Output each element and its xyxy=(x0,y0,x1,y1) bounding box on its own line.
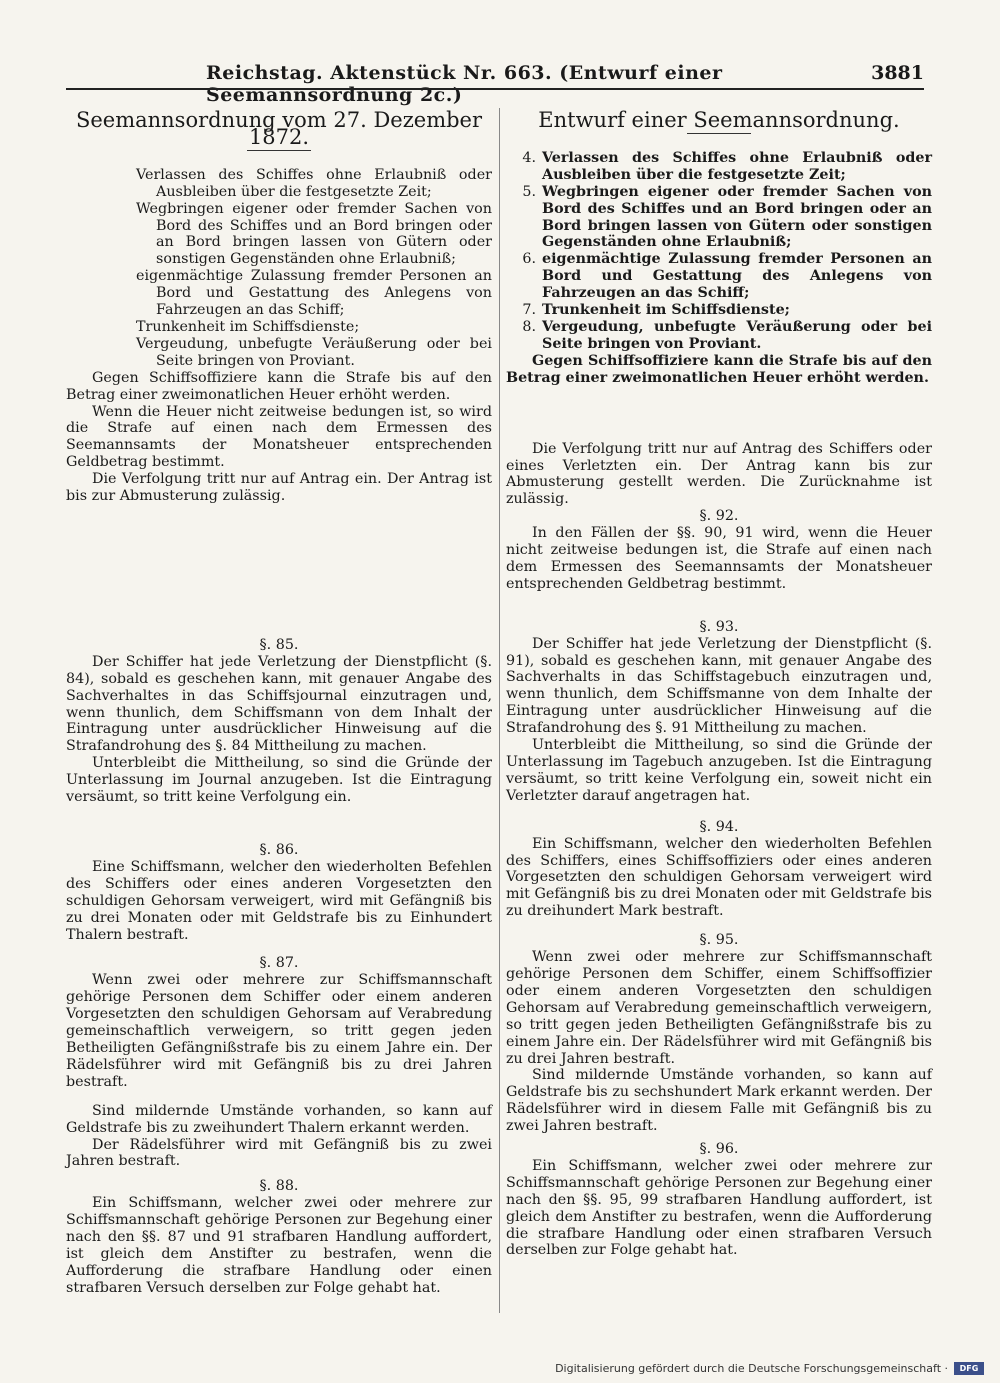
right-heading-rule xyxy=(687,133,751,134)
paragraph: Ein Schiffsmann, welcher zwei oder mehrere zur Schiffsmannschaft gehörige Personen zur Begehung einer nach den §§. 87 und 91 strafbaren Handlung auffordert, ist gleich dem Anstifter zu bestrafen, wenn die Aufforderung die strafbare Handlung oder einen strafbaren Versuch derselben zur Folge gehabt hat. xyxy=(66,1195,492,1296)
page-number: 3881 xyxy=(871,62,924,84)
list-item xyxy=(506,251,932,302)
item-text: Trunkenheit im Schiffsdienste; xyxy=(542,302,790,319)
paragraph: Wenn die Heuer nicht zeitweise bedungen ist, so wird die Strafe auf einen nach dem Ermessen des Seemannsamts der Monatsheuer entsprechenden Geldbetrag bestimmt. xyxy=(66,403,492,471)
section-heading: §. 86. xyxy=(259,842,299,858)
list-item xyxy=(506,319,932,353)
left-heading-rule xyxy=(247,150,311,151)
list-item: Wegbringen eigener oder fremder Sachen von Bord des Schiffes und an Bord bringen oder an Bord bringen lassen von Gütern oder sonstigen Gegenständen ohne Erlaubniß; xyxy=(136,200,492,268)
item-text: Wegbringen eigener oder fremder Sachen von Bord des Schiffes und an Bord bringen oder an Bord bringen lassen von Gütern oder sonstigen Gegenständen ohne Erlaubniß; xyxy=(542,183,932,251)
header-title: Reichstag. Aktenstück Nr. 663. (Entwurf einer Seemannsordnung 2c.) xyxy=(206,62,723,106)
list-item xyxy=(506,184,932,252)
column-divider xyxy=(499,108,500,1313)
section-heading: §. 94. xyxy=(699,818,739,835)
paragraph: Sind mildernde Umstände vorhanden, so kann auf Geldstrafe bis zu zweihundert Thalern erkannt werden. xyxy=(66,1102,492,1136)
footer-credit xyxy=(555,1362,984,1375)
item-number: 7. xyxy=(522,302,536,319)
list-item xyxy=(506,302,932,319)
paragraph: Eine Schiffsmann, welcher den wiederholten Befehlen des Schiffers oder eines anderen Vorgesetzten den schuldigen Gehorsam verweigert, wird mit Gefängniß bis zu drei Monaten oder mit Geldstrafe bis zu Einhundert Thalern bestraft. xyxy=(66,858,492,943)
right-column-heading: Entwurf einer Seemannsordnung. xyxy=(538,108,900,132)
spacer xyxy=(66,1091,492,1103)
item-number: 5. xyxy=(522,183,536,200)
spacer xyxy=(506,387,932,441)
spacer xyxy=(506,920,932,932)
paragraph: In den Fällen der §§. 90, 91 wird, wenn die Heuer nicht zeitweise bedungen ist, die Strafe auf einen nach dem Ermessen des Seemannsamts der Monatsheuer entsprechenden Geldbetrag bestimmt. xyxy=(506,525,932,592)
paragraph: Sind mildernde Umstände vorhanden, so kann auf Geldstrafe bis zu sechshundert Mark erkannt werden. Der Rädelsführer wird in diesem Falle mit Gefängniß bis zu zwei Jahren bestraft. xyxy=(506,1067,932,1135)
header-rule xyxy=(66,88,924,90)
section-heading: §. 92. xyxy=(699,508,739,525)
section-heading: §. 96. xyxy=(699,1141,739,1158)
paragraph: Ein Schiffsmann, welcher zwei oder mehrere zur Schiffsmannschaft gehörige Personen zur Begehung einer nach den §§. 95, 99 strafbaren Handlung auffordert, ist gleich dem Anstifter zu bestrafen, wenn die Aufforderung die strafbare Handlung oder einen strafbaren Versuch derselben zur Folge gehabt hat. xyxy=(506,1157,932,1259)
list-item: Verlassen des Schiffes ohne Erlaubniß oder Ausbleiben über die festgesetzte Zeit; xyxy=(136,166,492,200)
list-item xyxy=(506,150,932,184)
spacer xyxy=(66,505,492,637)
dfg-logo: DFG xyxy=(954,1362,984,1375)
paragraph: Die Verfolgung tritt nur auf Antrag des Schiffers oder eines Verletzten ein. Der Antrag kann bis zur Abmusterung gestellt werden. Die Zurücknahme ist zulässig. xyxy=(506,440,932,508)
section-heading: §. 85. xyxy=(259,636,299,653)
section-heading: §. 88. xyxy=(259,1178,299,1195)
spacer xyxy=(66,806,492,842)
spacer xyxy=(506,805,932,819)
section-heading: §. 87. xyxy=(259,955,299,972)
paragraph: Der Schiffer hat jede Verletzung der Dienstpflicht (§. 84), sobald es geschehen kann, mit genauer Angabe des Sachverhaltes in das Schiffsjournal einzutragen und, wenn thunlich, dem Schiffsmann von dem Inhalt der Eintragung unter ausdrücklicher Hinweisung auf die Strafandrohung des §. 84 Mittheilung zu machen. xyxy=(66,653,492,755)
paragraph: Unterbleibt die Mittheilung, so sind die Gründe der Unterlassung im Tagebuch anzugeben. Ist die Eintragung versäumt, so tritt keine Verfolgung ein, soweit nicht ein Verletzter darauf angetragen hat. xyxy=(506,737,932,804)
list-item: Vergeudung, unbefugte Veräußerung oder bei Seite bringen von Proviant. xyxy=(136,335,492,369)
paragraph: Ein Schiffsmann, welcher den wiederholten Befehlen des Schiffers, eines Schiffsoffiziers oder eines anderen Vorgesetzten den schuldigen Gehorsam verweigert wird mit Gefängniß bis zu drei Monaten oder mit Geldstrafe bis zu dreihundert Mark bestraft. xyxy=(506,835,932,920)
item-text: Vergeudung, unbefugte Veräußerung oder bei Seite bringen von Proviant. xyxy=(542,318,932,352)
item-number: 6. xyxy=(522,251,536,268)
spacer xyxy=(506,593,932,619)
item-number: 4. xyxy=(522,149,536,166)
paragraph: Unterbleibt die Mittheilung, so sind die Gründe der Unterlassung im Journal anzugeben. Ist die Eintragung versäumt, so tritt keine Verfolgung ein. xyxy=(66,755,492,806)
left-column xyxy=(66,108,492,1297)
paragraph: Gegen Schiffsoffiziere kann die Strafe bis auf den Betrag einer zweimonatlichen Heuer erhöht werden. xyxy=(506,352,932,386)
list-item: eigenmächtige Zulassung fremder Personen an Bord und Gestattung des Anlegens von Fahrzeugen an das Schiff; xyxy=(136,268,492,319)
paragraph: Gegen Schiffsoffiziere kann die Strafe bis auf den Betrag einer zweimonatlichen Heuer erhöht werden. xyxy=(66,369,492,403)
footer-text: Digitalisierung gefördert durch die Deutsche Forschungsgemeinschaft · xyxy=(555,1362,948,1375)
item-text: Verlassen des Schiffes ohne Erlaubniß oder Ausbleiben über die festgesetzte Zeit; xyxy=(542,149,932,183)
running-header xyxy=(66,58,924,106)
spacer xyxy=(66,1170,492,1178)
paragraph: Wenn zwei oder mehrere zur Schiffsmannschaft gehörige Personen dem Schiffer oder einem anderen Vorgesetzten den schuldigen Gehorsam auf Verabredung gemeinschaftlich verweigern, so tritt gegen jeden Betheiligten Gefängnißstrafe bis zu einem Jahre ein. Der Rädelsführer wird mit Gefängniß bis zu drei Jahren bestraft. xyxy=(66,972,492,1090)
item-number: 8. xyxy=(522,318,536,335)
paragraph: Die Verfolgung tritt nur auf Antrag ein. Der Antrag ist bis zur Abmusterung zulässig. xyxy=(66,471,492,505)
item-text: eigenmächtige Zulassung fremder Personen an Bord und Gestattung des Anlegens von Fahrzeugen an das Schiff; xyxy=(542,251,932,302)
left-column-heading: Seemannsordnung vom 27. Dezember 1872. xyxy=(75,108,483,149)
paragraph: Der Schiffer hat jede Verletzung der Dienstpflicht (§. 91), sobald es geschehen kann, mit genauer Angabe des Sachverhalts in das Schiffstagebuch einzutragen und, wenn thunlich, dem Schiffsmanne von dem Inhalte der Eintragung unter ausdrücklicher Hinweisung auf die Strafandrohung des §. 91 Mittheilung zu machen. xyxy=(506,635,932,737)
right-column xyxy=(506,108,932,1259)
list-item: Trunkenheit im Schiffsdienste; xyxy=(136,318,360,335)
paragraph: Der Rädelsführer wird mit Gefängniß bis zu zwei Jahren bestraft. xyxy=(66,1136,492,1170)
paragraph: Wenn zwei oder mehrere zur Schiffsmannschaft gehörige Personen dem Schiffer, einem Schiffsoffizier oder einem anderen Vorgesetzten den schuldigen Gehorsam auf Verabredung gemeinschaftlich verweigern, so tritt gegen jeden Betheiligten Gefängnißstrafe bis zu einem Jahre ein. Der Rädelsführer wird mit Gefängniß bis zu drei Jahren bestraft. xyxy=(506,949,932,1067)
section-heading: §. 93. xyxy=(699,618,739,635)
spacer xyxy=(66,943,492,955)
section-heading: §. 95. xyxy=(699,932,739,949)
